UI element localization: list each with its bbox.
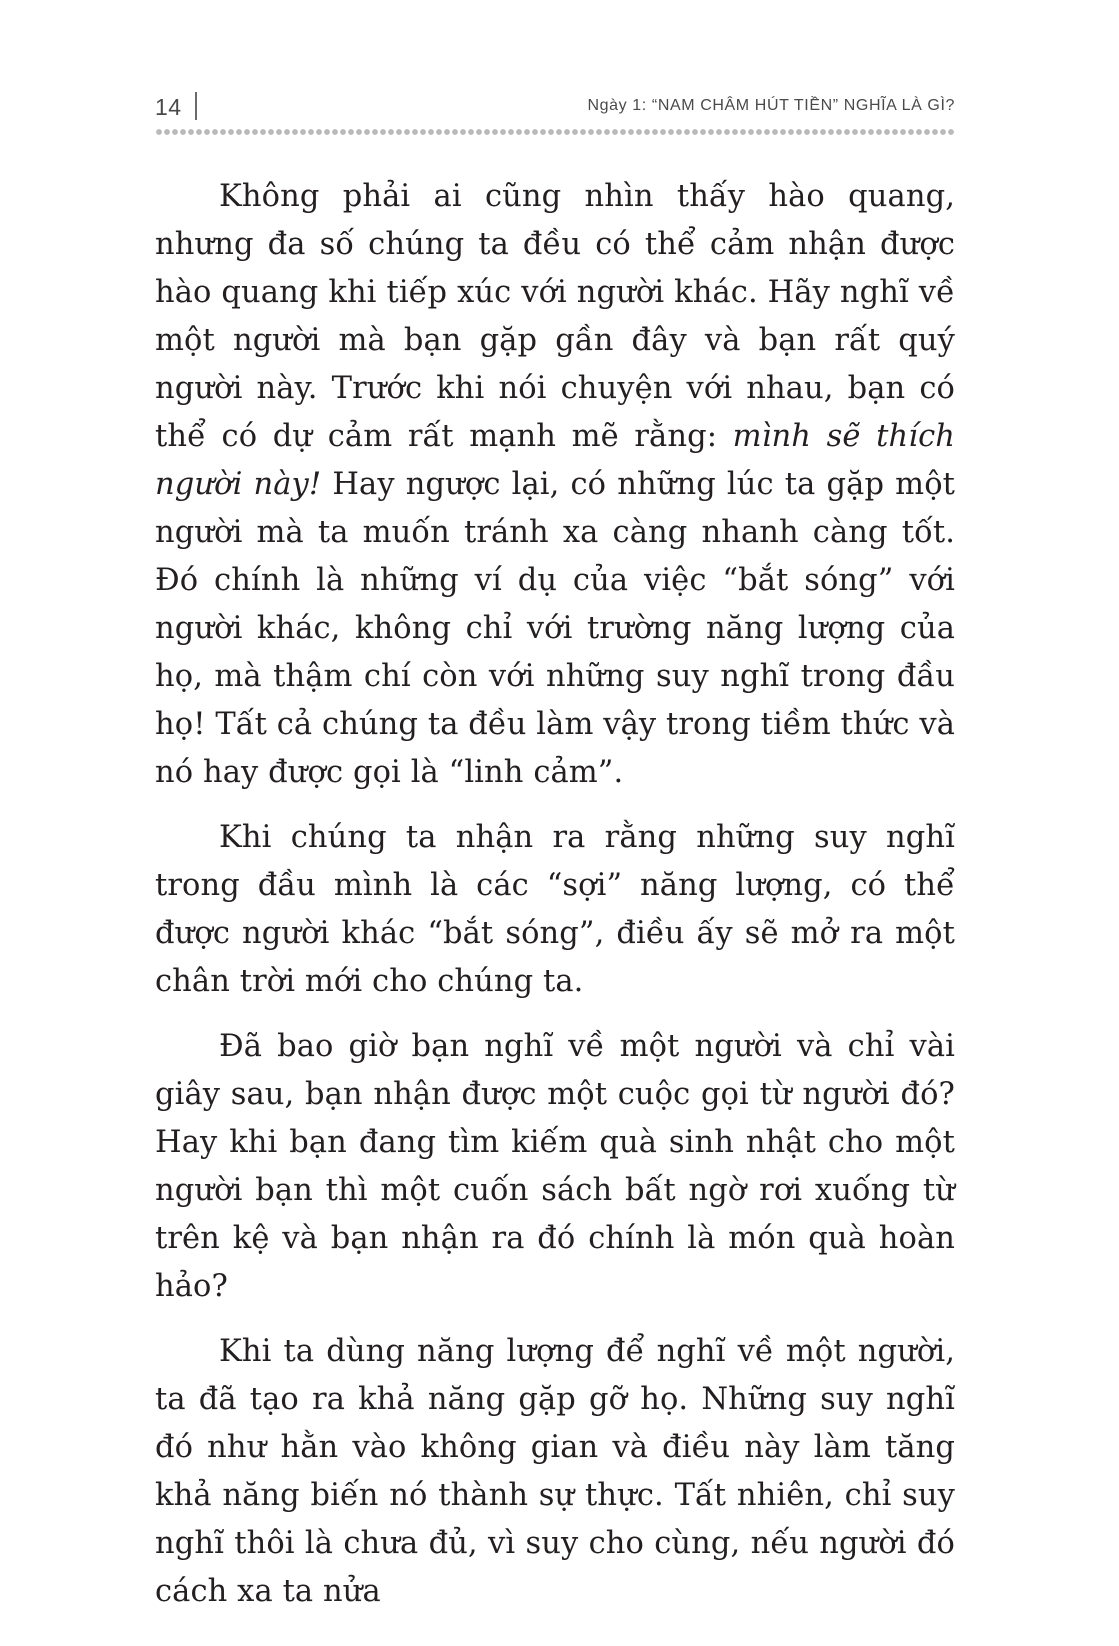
header-separator <box>195 92 197 120</box>
page-number: 14 <box>155 94 182 120</box>
paragraph-1-text-start: Không phải ai cũng nhìn thấy hào quang, nhưng đa số chúng ta đều có thể cảm nhận được hào quang khi tiếp xúc với người khác. Hãy nghĩ về một người mà bạn gặp gần đây và bạn rất quý người này. Trước khi nói chuyện với nhau, bạn có thể có dự cảm rất mạnh mẽ rằng: <box>155 179 955 454</box>
chapter-title: Ngày 1: “NAM CHÂM HÚT TIỀN” NGHĨA LÀ GÌ? <box>587 97 955 114</box>
paragraph-4: Khi ta dùng năng lượng để nghĩ về một người, ta đã tạo ra khả năng gặp gỡ họ. Những suy nghĩ đó như hằn vào không gian và điều này làm tăng khả năng biến nó thành sự thực. Tất nhiên, chỉ suy nghĩ thôi là chưa đủ, vì suy cho cùng, nếu người đó cách xa ta nửa <box>155 1334 955 1609</box>
paragraph-1-emphasis: mình sẽ thích người này! <box>155 419 955 502</box>
running-header <box>155 92 955 122</box>
paragraph-1 <box>155 173 955 797</box>
body-text <box>155 173 955 1633</box>
dotted-divider <box>155 128 955 136</box>
paragraph-1-text-end: Hay ngược lại, có những lúc ta gặp một người mà ta muốn tránh xa càng nhanh càng tốt. Đó chính là những ví dụ của việc “bắt sóng” với người khác, không chỉ với trường năng lượng của họ, mà thậm chí còn với những suy nghĩ trong đầu họ! Tất cả chúng ta đều làm vậy trong tiềm thức và nó hay được gọi là “linh cảm”. <box>155 467 956 790</box>
paragraph-3: Đã bao giờ bạn nghĩ về một người và chỉ vài giây sau, bạn nhận được một cuộc gọi từ người đó? Hay khi bạn đang tìm kiếm quà sinh nhật cho một người bạn thì một cuốn sách bất ngờ rơi xuống từ trên kệ và bạn nhận ra đó chính là món quà hoàn hảo? <box>155 1029 955 1304</box>
paragraph-2: Khi chúng ta nhận ra rằng những suy nghĩ trong đầu mình là các “sợi” năng lượng, có thể được người khác “bắt sóng”, điều ấy sẽ mở ra một chân trời mới cho chúng ta. <box>155 820 955 999</box>
